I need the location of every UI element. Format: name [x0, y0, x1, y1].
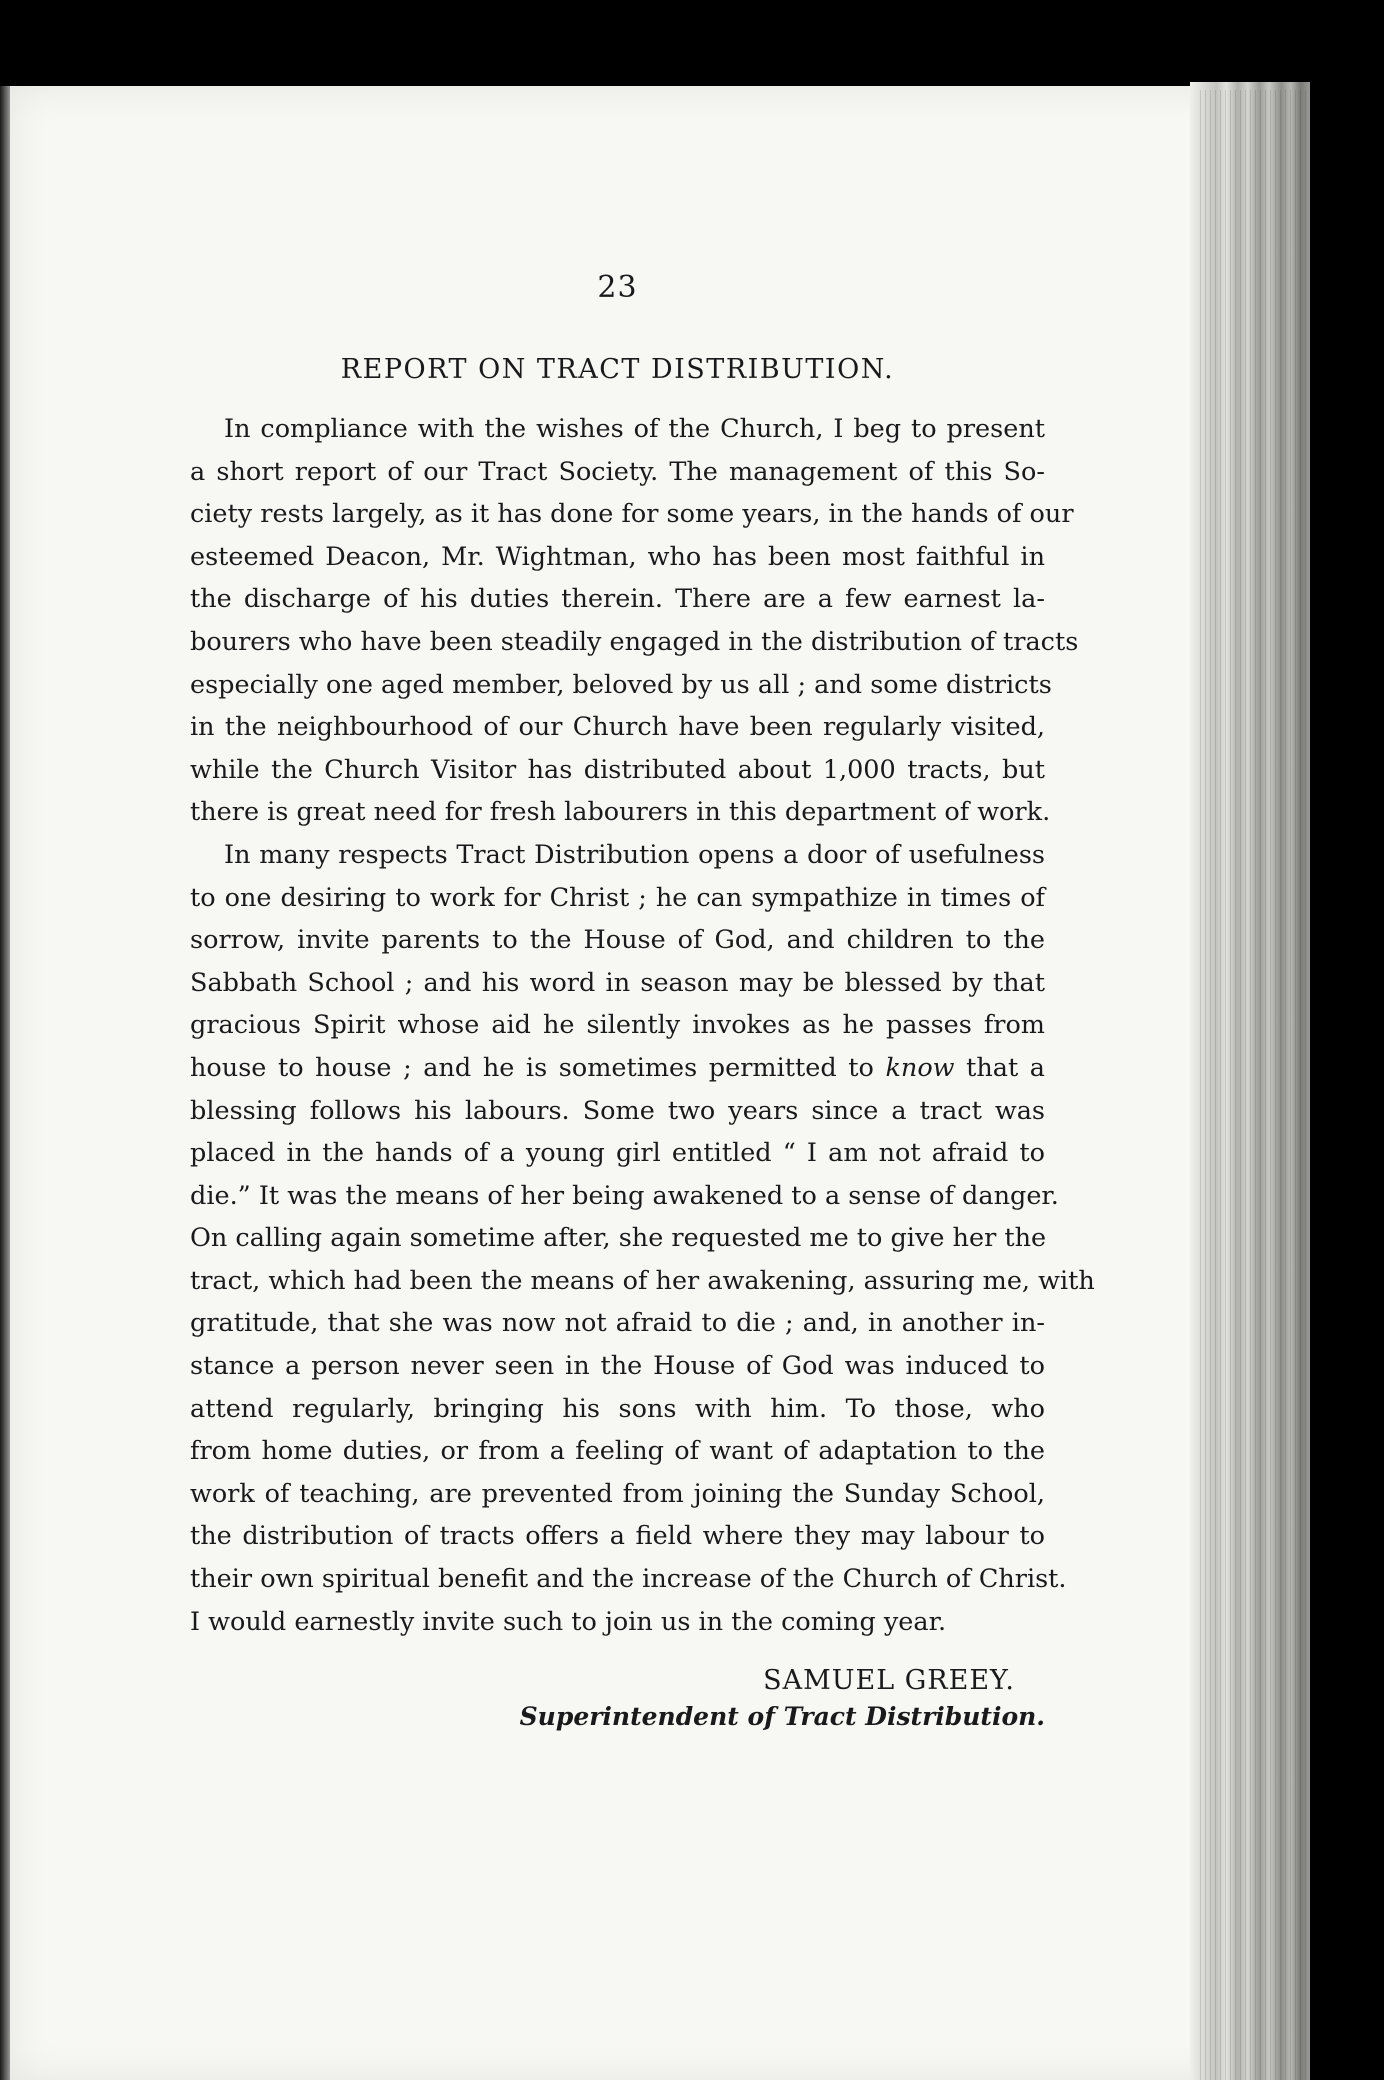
signature-name: SAMUEL GREEY. — [763, 1665, 1015, 1697]
signature-title: Superintendent of Tract Distribution. — [519, 1702, 1045, 1732]
text-line: I would earnestly invite such to join us in the coming year. — [190, 1606, 947, 1637]
text-line: ciety rests largely, as it has done for some years, in the hands of our — [190, 499, 1074, 530]
text-line: die.” It was the means of her being awakened to a sense of danger. — [190, 1180, 1059, 1211]
page-text-block — [190, 258, 1095, 1732]
text-line: their own spiritual benefit and the increase of the Church of Christ. — [190, 1564, 1067, 1595]
text-line: In compliance with the wishes of the Church, I beg to present — [224, 414, 1045, 444]
page-number: 23 — [597, 270, 638, 305]
text-line: Sabbath School ; and his word in season may be blessed by that — [190, 967, 1045, 998]
text-line: work of teaching, are prevented from joining the Sunday School, — [190, 1478, 1045, 1509]
text-line: the discharge of his duties therein. There are a few earnest la- — [190, 584, 1045, 615]
text-line: placed in the hands of a young girl entitled “ I am not afraid to — [190, 1138, 1045, 1169]
text-line: especially one aged member, beloved by us all ; and some districts — [190, 669, 1052, 700]
text-line: On calling again sometime after, she requested me to give her the — [190, 1223, 1047, 1254]
text-line: in the neighbourhood of our Church have been regularly visited, — [190, 712, 1045, 743]
paragraph-1 — [190, 408, 1079, 834]
text-line: gracious Spirit whose aid he silently invokes as he passes from — [190, 1010, 1045, 1041]
text-line: In many respects Tract Distribution opens a door of usefulness — [224, 839, 1045, 870]
text-line: while the Church Visitor has distributed about 1,000 tracts, but — [190, 754, 1045, 785]
text-line: there is great need for fresh labourers in this department of work. — [190, 797, 1051, 828]
book-cover-edge — [1310, 86, 1384, 2080]
text-line: sorrow, invite parents to the House of God, and children to the — [190, 925, 1045, 956]
text-line: tract, which had been the means of her awakening, assuring me, with — [190, 1265, 1095, 1296]
text-line: attend regularly, bringing his sons with him. To those, who — [190, 1393, 1045, 1424]
text-line: the distribution of tracts offers a field where they may labour to — [190, 1521, 1045, 1552]
text-line: from home duties, or from a feeling of want of adaptation to the — [190, 1436, 1045, 1467]
text-line: to one desiring to work for Christ ; he can sympathize in times of — [190, 882, 1045, 913]
text-line: house to house ; and he is sometimes permitted to know that a — [190, 1052, 1045, 1083]
text-line: stance a person never seen in the House of God was induced to — [190, 1351, 1045, 1382]
text-line: blessing follows his labours. Some two years since a tract was — [190, 1095, 1045, 1126]
paragraph-2 — [190, 834, 1095, 1643]
text-line: a short report of our Tract Society. The management of this So- — [190, 456, 1045, 487]
text-line: bourers who have been steadily engaged in the distribution of tracts — [190, 626, 1079, 657]
emphasized-word: know — [885, 1052, 955, 1083]
page-edge-texture — [1200, 90, 1310, 2080]
text-line: gratitude, that she was now not afraid to die ; and, in another in- — [190, 1308, 1045, 1339]
report-heading: REPORT ON TRACT DISTRIBUTION. — [340, 354, 895, 385]
report-body — [190, 408, 1095, 1643]
text-line: esteemed Deacon, Mr. Wightman, who has been most faithful in — [190, 541, 1045, 572]
